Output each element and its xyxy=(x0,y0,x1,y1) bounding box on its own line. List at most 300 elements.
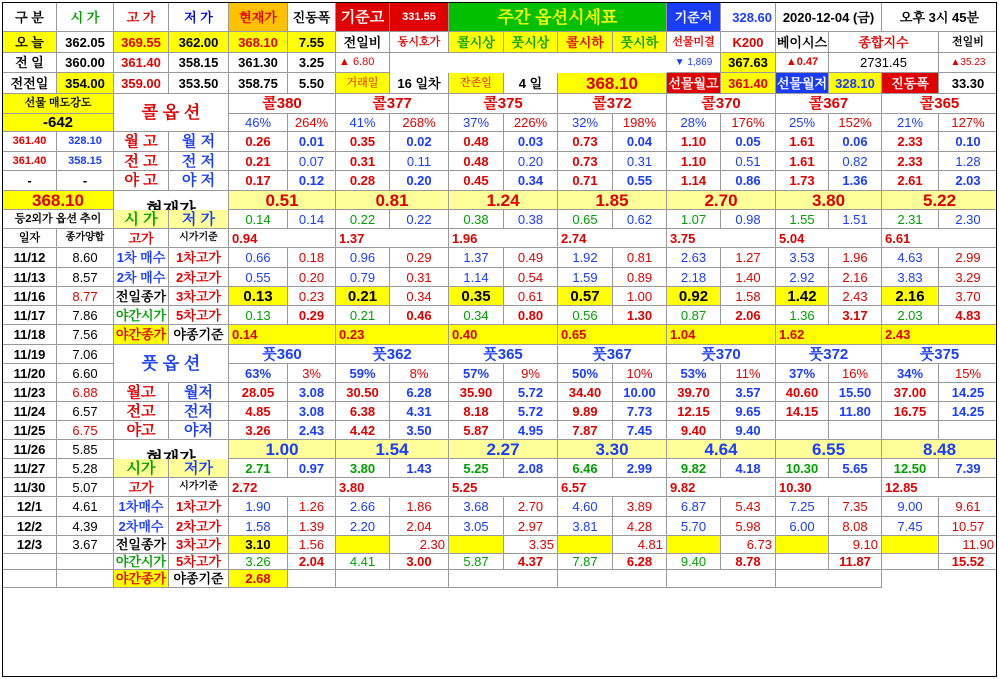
cell-r16-c8: 1.04 xyxy=(667,325,776,345)
cell-r15-c13: 2.06 xyxy=(721,306,776,325)
cell-r28-c10: 7.87 xyxy=(558,554,613,570)
cell-r24-c9: 10.30 xyxy=(776,478,882,497)
cell-r8-c16: 2.61 xyxy=(882,171,939,191)
cell-r10-c9: 0.65 xyxy=(558,210,613,229)
cell-r23-c11: 2.99 xyxy=(613,459,667,478)
cell-r14-c7: 0.34 xyxy=(390,287,449,306)
cell-r16-c1: 7.56 xyxy=(57,325,114,345)
cell-r3-c6: 거래일 xyxy=(336,73,390,94)
cell-r3-c5: 5.50 xyxy=(288,73,336,94)
cell-r3-c7: 16 일차 xyxy=(390,73,449,94)
cell-r8-c14: 1.73 xyxy=(776,171,829,191)
cell-r4-c3: 콜377 xyxy=(336,94,449,114)
cell-r2-c9: ▲0.47 xyxy=(776,53,829,73)
cell-r18-c9: 10% xyxy=(613,364,667,383)
cell-r5-c12: 152% xyxy=(829,114,882,132)
cell-r5-c13: 21% xyxy=(882,114,939,132)
cell-r0-c0: 구 분 xyxy=(3,3,57,32)
cell-r27-c15: 9.10 xyxy=(829,536,882,554)
cell-r26-c9: 2.97 xyxy=(504,517,558,536)
cell-r3-c0: 전전일 xyxy=(3,73,57,94)
cell-r19-c14: 40.60 xyxy=(776,383,829,402)
cell-r15-c7: 0.46 xyxy=(390,306,449,325)
cell-r23-c4: 2.71 xyxy=(229,459,288,478)
cell-r3-c2: 359.00 xyxy=(114,73,169,94)
cell-r29-c0 xyxy=(3,570,57,588)
cell-r29-c6 xyxy=(336,570,449,588)
cell-r29-c9 xyxy=(667,570,776,588)
cell-r25-c9: 2.70 xyxy=(504,497,558,517)
cell-r7-c2: 전 고 xyxy=(114,152,169,171)
cell-r13-c5: 0.20 xyxy=(288,268,336,287)
cell-r17-c2: 풋 옵 션 xyxy=(114,345,229,383)
cell-r28-c5: 2.04 xyxy=(288,554,336,570)
cell-r21-c3: 야저 xyxy=(169,421,229,440)
cell-r3-c9: 4 일 xyxy=(504,73,558,94)
cell-r1-c9: 풋시상 xyxy=(504,32,558,53)
cell-r8-c10: 0.71 xyxy=(558,171,613,191)
cell-r22-c7: 4.64 xyxy=(667,440,776,459)
cell-r1-c10: 콜시하 xyxy=(558,32,613,53)
cell-r24-c5: 3.80 xyxy=(336,478,449,497)
cell-r6-c13: 0.05 xyxy=(721,132,776,152)
cell-r5-c3: 41% xyxy=(336,114,390,132)
cell-r20-c4: 4.85 xyxy=(229,402,288,421)
cell-r4-c5: 콜372 xyxy=(558,94,667,114)
cell-r0-c8: 주간 옵션시세표 xyxy=(449,3,667,32)
cell-r21-c8: 5.87 xyxy=(449,421,504,440)
cell-r5-c4: 268% xyxy=(390,114,449,132)
cell-r1-c8: 콜시상 xyxy=(449,32,504,53)
cell-r5-c0: -642 xyxy=(3,114,114,132)
cell-r23-c0: 11/27 xyxy=(3,459,57,478)
cell-r15-c14: 1.36 xyxy=(776,306,829,325)
cell-r7-c5: 0.07 xyxy=(288,152,336,171)
cell-r29-c2: 야간종가 xyxy=(114,570,169,588)
cell-r6-c5: 0.01 xyxy=(288,132,336,152)
cell-r14-c8: 0.35 xyxy=(449,287,504,306)
cell-r14-c10: 0.57 xyxy=(558,287,613,306)
cell-r12-c10: 1.92 xyxy=(558,248,613,268)
cell-r6-c1: 328.10 xyxy=(57,132,114,152)
cell-r12-c7: 0.29 xyxy=(390,248,449,268)
cell-r14-c9: 0.61 xyxy=(504,287,558,306)
cell-r20-c6: 6.38 xyxy=(336,402,390,421)
cell-r19-c11: 10.00 xyxy=(613,383,667,402)
cell-r19-c1: 6.88 xyxy=(57,383,114,402)
cell-r1-c7: 동시호가 xyxy=(390,32,449,53)
cell-r19-c3: 월저 xyxy=(169,383,229,402)
cell-r14-c1: 8.77 xyxy=(57,287,114,306)
cell-r10-c12: 0.98 xyxy=(721,210,776,229)
cell-r7-c9: 0.20 xyxy=(504,152,558,171)
cell-r4-c8: 콜365 xyxy=(882,94,997,114)
cell-r9-c0: 368.10 xyxy=(3,191,114,210)
cell-r25-c12: 6.87 xyxy=(667,497,721,517)
cell-r4-c7: 콜367 xyxy=(776,94,882,114)
cell-r29-c10 xyxy=(776,570,882,588)
cell-r1-c15: 종합지수 xyxy=(829,32,939,53)
cell-r19-c17: 14.25 xyxy=(939,383,997,402)
cell-r3-c16: 33.30 xyxy=(939,73,997,94)
cell-r0-c4: 현재가 xyxy=(229,3,288,32)
cell-r9-c2: 0.51 xyxy=(229,191,336,210)
cell-r10-c13: 1.55 xyxy=(776,210,829,229)
cell-r13-c9: 0.54 xyxy=(504,268,558,287)
cell-r24-c3: 시가기준 xyxy=(169,478,229,497)
cell-r28-c15: 11.87 xyxy=(829,554,882,570)
cell-r29-c3: 야종기준 xyxy=(169,570,229,588)
cell-r23-c5: 0.97 xyxy=(288,459,336,478)
cell-r13-c7: 0.31 xyxy=(390,268,449,287)
cell-r12-c3: 1차고가 xyxy=(169,248,229,268)
cell-r19-c13: 3.57 xyxy=(721,383,776,402)
cell-r14-c15: 2.43 xyxy=(829,287,882,306)
cell-r7-c17: 1.28 xyxy=(939,152,997,171)
cell-r6-c3: 월 저 xyxy=(169,132,229,152)
cell-r22-c6: 3.30 xyxy=(558,440,667,459)
cell-r20-c17: 14.25 xyxy=(939,402,997,421)
cell-r10-c11: 1.07 xyxy=(667,210,721,229)
cell-r25-c3: 1차고가 xyxy=(169,497,229,517)
cell-r19-c15: 15.50 xyxy=(829,383,882,402)
cell-r16-c7: 0.65 xyxy=(558,325,667,345)
cell-r10-c10: 0.62 xyxy=(613,210,667,229)
cell-r11-c3: 시가기준 xyxy=(169,229,229,248)
cell-r18-c8: 50% xyxy=(558,364,613,383)
cell-r23-c16: 12.50 xyxy=(882,459,939,478)
cell-r6-c16: 2.33 xyxy=(882,132,939,152)
cell-r4-c6: 콜370 xyxy=(667,94,776,114)
cell-r2-c2: 361.40 xyxy=(114,53,169,73)
cell-r14-c2: 전일종가 xyxy=(114,287,169,306)
cell-r19-c9: 5.72 xyxy=(504,383,558,402)
cell-r5-c2: 264% xyxy=(288,114,336,132)
cell-r3-c10: 368.10 xyxy=(558,73,667,94)
cell-r18-c4: 59% xyxy=(336,364,390,383)
cell-r12-c1: 8.60 xyxy=(57,248,114,268)
cell-r13-c13: 1.40 xyxy=(721,268,776,287)
cell-r29-c8 xyxy=(558,570,667,588)
cell-r28-c0 xyxy=(3,554,57,570)
cell-r12-c11: 0.81 xyxy=(613,248,667,268)
cell-r14-c17: 3.70 xyxy=(939,287,997,306)
cell-r14-c12: 0.92 xyxy=(667,287,721,306)
cell-r20-c14: 14.15 xyxy=(776,402,829,421)
cell-r24-c4: 2.72 xyxy=(229,478,336,497)
cell-r9-c4: 1.24 xyxy=(449,191,558,210)
cell-r14-c16: 2.16 xyxy=(882,287,939,306)
cell-r11-c4: 0.94 xyxy=(229,229,336,248)
cell-r27-c8 xyxy=(449,536,504,554)
cell-r25-c1: 4.61 xyxy=(57,497,114,517)
cell-r5-c5: 37% xyxy=(449,114,504,132)
cell-r2-c11: ▲35.23 xyxy=(939,53,997,73)
cell-r1-c12: 선물미결 xyxy=(667,32,721,53)
cell-r8-c5: 0.12 xyxy=(288,171,336,191)
cell-r0-c9: 기준저 xyxy=(667,3,721,32)
cell-r29-c5 xyxy=(288,570,336,588)
cell-r26-c0: 12/2 xyxy=(3,517,57,536)
cell-r29-c1 xyxy=(57,570,114,588)
cell-r7-c6: 0.31 xyxy=(336,152,390,171)
cell-r23-c8: 5.25 xyxy=(449,459,504,478)
cell-r2-c7: ▼ 1,869 xyxy=(667,53,721,73)
weekly-option-price-sheet xyxy=(2,2,997,677)
cell-r10-c4: 0.14 xyxy=(288,210,336,229)
cell-r15-c3: 5차고가 xyxy=(169,306,229,325)
cell-r7-c13: 0.51 xyxy=(721,152,776,171)
cell-r3-c8: 잔존일 xyxy=(449,73,504,94)
cell-r3-c13: 선물월저 xyxy=(776,73,829,94)
cell-r10-c14: 1.51 xyxy=(829,210,882,229)
cell-r16-c0: 11/18 xyxy=(3,325,57,345)
cell-r26-c15: 8.08 xyxy=(829,517,882,536)
cell-r28-c16 xyxy=(882,554,939,570)
cell-r29-c4: 2.68 xyxy=(229,570,288,588)
cell-r27-c3: 3차고가 xyxy=(169,536,229,554)
cell-r0-c12: 오후 3시 45분 xyxy=(882,3,997,32)
cell-r27-c16 xyxy=(882,536,939,554)
cell-r28-c11: 6.28 xyxy=(613,554,667,570)
cell-r25-c0: 12/1 xyxy=(3,497,57,517)
cell-r28-c2: 야간시가 xyxy=(114,554,169,570)
cell-r25-c2: 1차매수 xyxy=(114,497,169,517)
cell-r13-c2: 2차 매수 xyxy=(114,268,169,287)
cell-r23-c9: 2.08 xyxy=(504,459,558,478)
cell-r18-c7: 9% xyxy=(504,364,558,383)
cell-r15-c9: 0.80 xyxy=(504,306,558,325)
cell-r20-c5: 3.08 xyxy=(288,402,336,421)
cell-r19-c16: 37.00 xyxy=(882,383,939,402)
cell-r19-c8: 35.90 xyxy=(449,383,504,402)
cell-r1-c11: 풋시하 xyxy=(613,32,667,53)
cell-r25-c7: 1.86 xyxy=(390,497,449,517)
cell-r28-c3: 5차고가 xyxy=(169,554,229,570)
cell-r0-c1: 시 가 xyxy=(57,3,114,32)
cell-r19-c7: 6.28 xyxy=(390,383,449,402)
cell-r15-c16: 2.03 xyxy=(882,306,939,325)
cell-r2-c4: 361.30 xyxy=(229,53,288,73)
cell-r20-c3: 전저 xyxy=(169,402,229,421)
cell-r15-c6: 0.21 xyxy=(336,306,390,325)
cell-r25-c6: 2.66 xyxy=(336,497,390,517)
cell-r14-c13: 1.58 xyxy=(721,287,776,306)
cell-r18-c14: 34% xyxy=(882,364,939,383)
cell-r27-c7: 2.30 xyxy=(390,536,449,554)
cell-r15-c11: 1.30 xyxy=(613,306,667,325)
cell-r25-c14: 7.25 xyxy=(776,497,829,517)
cell-r20-c7: 4.31 xyxy=(390,402,449,421)
cell-r20-c12: 12.15 xyxy=(667,402,721,421)
cell-r14-c0: 11/16 xyxy=(3,287,57,306)
cell-r4-c4: 콜375 xyxy=(449,94,558,114)
cell-r1-c6: 전일비 xyxy=(336,32,390,53)
cell-r1-c1: 362.05 xyxy=(57,32,114,53)
cell-r9-c7: 3.80 xyxy=(776,191,882,210)
cell-r28-c8: 5.87 xyxy=(449,554,504,570)
cell-r28-c13: 8.78 xyxy=(721,554,776,570)
cell-r19-c10: 34.40 xyxy=(558,383,613,402)
cell-r16-c5: 0.23 xyxy=(336,325,449,345)
cell-r0-c3: 저 가 xyxy=(169,3,229,32)
cell-r25-c11: 3.89 xyxy=(613,497,667,517)
cell-r17-c3: 풋360 xyxy=(229,345,336,364)
cell-r7-c14: 1.61 xyxy=(776,152,829,171)
cell-r24-c0: 11/30 xyxy=(3,478,57,497)
cell-r11-c6: 1.96 xyxy=(449,229,558,248)
cell-r15-c4: 0.13 xyxy=(229,306,288,325)
cell-r25-c5: 1.26 xyxy=(288,497,336,517)
cell-r18-c5: 8% xyxy=(390,364,449,383)
cell-r11-c2: 고가 xyxy=(114,229,169,248)
cell-r12-c15: 1.96 xyxy=(829,248,882,268)
cell-r21-c0: 11/25 xyxy=(3,421,57,440)
cell-r19-c2: 월고 xyxy=(114,383,169,402)
cell-r12-c0: 11/12 xyxy=(3,248,57,268)
cell-r3-c15: 진동폭 xyxy=(882,73,939,94)
cell-r21-c5: 2.43 xyxy=(288,421,336,440)
cell-r15-c5: 0.29 xyxy=(288,306,336,325)
cell-r8-c15: 1.36 xyxy=(829,171,882,191)
cell-r5-c1: 46% xyxy=(229,114,288,132)
cell-r27-c0: 12/3 xyxy=(3,536,57,554)
cell-r18-c10: 53% xyxy=(667,364,721,383)
cell-r26-c11: 4.28 xyxy=(613,517,667,536)
cell-r3-c3: 353.50 xyxy=(169,73,229,94)
cell-r17-c5: 풋365 xyxy=(449,345,558,364)
cell-r22-c8: 6.55 xyxy=(776,440,882,459)
cell-r22-c4: 1.54 xyxy=(336,440,449,459)
cell-r6-c14: 1.61 xyxy=(776,132,829,152)
cell-r14-c6: 0.21 xyxy=(336,287,390,306)
cell-r3-c4: 358.75 xyxy=(229,73,288,94)
cell-r23-c15: 5.65 xyxy=(829,459,882,478)
cell-r23-c6: 3.80 xyxy=(336,459,390,478)
cell-r2-c10: 2731.45 xyxy=(829,53,939,73)
cell-r22-c3: 1.00 xyxy=(229,440,336,459)
cell-r26-c3: 2차고가 xyxy=(169,517,229,536)
cell-r8-c0: - xyxy=(3,171,57,191)
cell-r27-c12 xyxy=(667,536,721,554)
cell-r7-c8: 0.48 xyxy=(449,152,504,171)
cell-r10-c6: 0.22 xyxy=(390,210,449,229)
cell-r7-c1: 358.15 xyxy=(57,152,114,171)
cell-r27-c10 xyxy=(558,536,613,554)
cell-r17-c8: 풋372 xyxy=(776,345,882,364)
cell-r8-c6: 0.28 xyxy=(336,171,390,191)
cell-r10-c15: 2.31 xyxy=(882,210,939,229)
cell-r18-c1: 6.60 xyxy=(57,364,114,383)
cell-r1-c13: K200 xyxy=(721,32,776,53)
cell-r23-c14: 10.30 xyxy=(776,459,829,478)
cell-r0-c6: 기준고 xyxy=(336,3,390,32)
cell-r10-c1: 시 가 xyxy=(114,210,169,229)
cell-r11-c8: 3.75 xyxy=(667,229,776,248)
cell-r7-c12: 1.10 xyxy=(667,152,721,171)
cell-r2-c3: 358.15 xyxy=(169,53,229,73)
cell-r7-c11: 0.31 xyxy=(613,152,667,171)
cell-r7-c16: 2.33 xyxy=(882,152,939,171)
cell-r21-c17 xyxy=(939,421,997,440)
cell-r28-c4: 3.26 xyxy=(229,554,288,570)
cell-r21-c4: 3.26 xyxy=(229,421,288,440)
cell-r7-c10: 0.73 xyxy=(558,152,613,171)
cell-r9-c6: 2.70 xyxy=(667,191,776,210)
cell-r10-c3: 0.14 xyxy=(229,210,288,229)
cell-r27-c13: 6.73 xyxy=(721,536,776,554)
cell-r23-c1: 5.28 xyxy=(57,459,114,478)
cell-r5-c14: 127% xyxy=(939,114,997,132)
cell-r25-c16: 9.00 xyxy=(882,497,939,517)
cell-r8-c7: 0.20 xyxy=(390,171,449,191)
cell-r20-c16: 16.75 xyxy=(882,402,939,421)
cell-r16-c2: 야간종가 xyxy=(114,325,169,345)
cell-r18-c3: 3% xyxy=(288,364,336,383)
cell-r24-c8: 9.82 xyxy=(667,478,776,497)
cell-r10-c7: 0.38 xyxy=(449,210,504,229)
cell-r24-c1: 5.07 xyxy=(57,478,114,497)
cell-r5-c9: 28% xyxy=(667,114,721,132)
cell-r2-c5: 3.25 xyxy=(288,53,336,73)
cell-r26-c17: 10.57 xyxy=(939,517,997,536)
cell-r10-c0: 등2외가 옵션 추이 xyxy=(3,210,114,229)
cell-r7-c7: 0.11 xyxy=(390,152,449,171)
cell-r25-c8: 3.68 xyxy=(449,497,504,517)
cell-r0-c5: 진동폭 xyxy=(288,3,336,32)
cell-r4-c0: 선물 매도강도 xyxy=(3,94,114,114)
cell-r12-c16: 4.63 xyxy=(882,248,939,268)
cell-r21-c10: 7.87 xyxy=(558,421,613,440)
cell-r6-c9: 0.03 xyxy=(504,132,558,152)
cell-r13-c15: 2.16 xyxy=(829,268,882,287)
cell-r7-c15: 0.82 xyxy=(829,152,882,171)
cell-r11-c0: 일자 xyxy=(3,229,57,248)
cell-r10-c5: 0.22 xyxy=(336,210,390,229)
cell-r8-c3: 야 저 xyxy=(169,171,229,191)
cell-r5-c11: 25% xyxy=(776,114,829,132)
cell-r25-c13: 5.43 xyxy=(721,497,776,517)
cell-r13-c11: 0.89 xyxy=(613,268,667,287)
cell-r13-c17: 3.29 xyxy=(939,268,997,287)
cell-r23-c13: 4.18 xyxy=(721,459,776,478)
cell-r26-c1: 4.39 xyxy=(57,517,114,536)
cell-r27-c1: 3.67 xyxy=(57,536,114,554)
cell-r3-c14: 328.10 xyxy=(829,73,882,94)
cell-r13-c14: 2.92 xyxy=(776,268,829,287)
cell-r3-c11: 선물월고 xyxy=(667,73,721,94)
cell-r13-c8: 1.14 xyxy=(449,268,504,287)
cell-r23-c3: 저가 xyxy=(169,459,229,478)
cell-r0-c2: 고 가 xyxy=(114,3,169,32)
cell-r13-c1: 8.57 xyxy=(57,268,114,287)
cell-r13-c6: 0.79 xyxy=(336,268,390,287)
cell-r6-c15: 0.06 xyxy=(829,132,882,152)
cell-r26-c10: 3.81 xyxy=(558,517,613,536)
cell-r15-c12: 0.87 xyxy=(667,306,721,325)
cell-r15-c15: 3.17 xyxy=(829,306,882,325)
cell-r27-c9: 3.35 xyxy=(504,536,558,554)
cell-r4-c1: 콜 옵 션 xyxy=(114,94,229,132)
cell-r1-c2: 369.55 xyxy=(114,32,169,53)
cell-r16-c4: 0.14 xyxy=(229,325,336,345)
cell-r5-c8: 198% xyxy=(613,114,667,132)
cell-r18-c6: 57% xyxy=(449,364,504,383)
cell-r0-c11: 2020-12-04 (금) xyxy=(776,3,882,32)
cell-r6-c7: 0.02 xyxy=(390,132,449,152)
cell-r5-c6: 226% xyxy=(504,114,558,132)
cell-r1-c16: 전일비 xyxy=(939,32,997,53)
